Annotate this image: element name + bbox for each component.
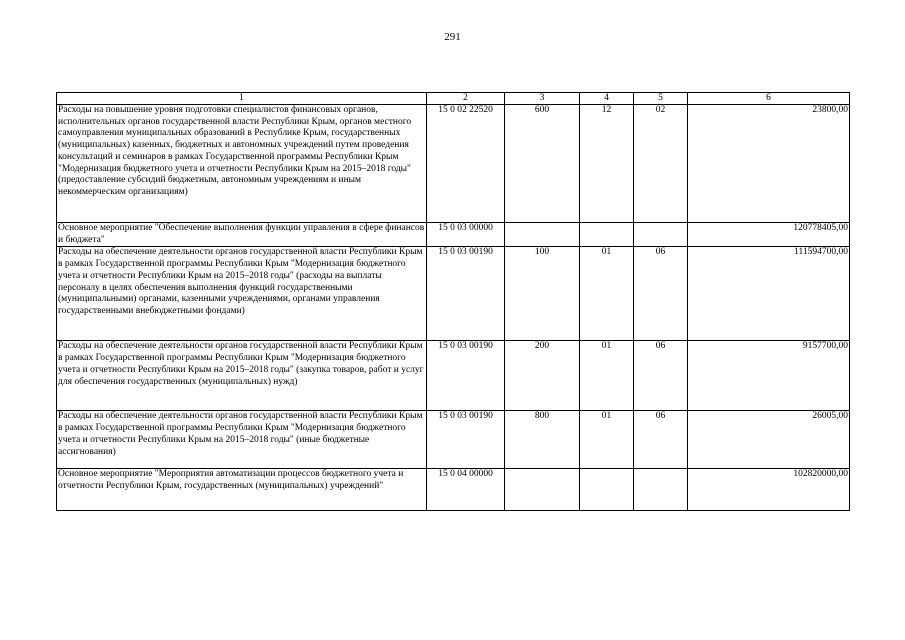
row-subsection: 06 [634, 341, 688, 411]
row-section: 12 [580, 105, 634, 223]
row-code: 15 0 03 00190 [427, 411, 505, 469]
column-header: 2 [427, 93, 505, 105]
row-expense-type: 200 [505, 341, 580, 411]
row-amount: 111594700,00 [688, 247, 850, 341]
table-row [57, 341, 850, 411]
page-number: 291 [444, 31, 461, 43]
row-description: Расходы на обеспечение деятельности органов государственной власти Республики Крым в рамках Государственной программы Республики Крым "Модернизация бюджетного учета и отчетности Республики Крым на 2015–2018 годы" (закупка товаров, работ и услуг для обеспечения государственных (муниципальных) нужд) [57, 341, 427, 411]
table-header-row [57, 93, 850, 105]
row-amount: 120778405,00 [688, 223, 850, 247]
row-description: Расходы на обеспечение деятельности органов государственной власти Республики Крым в рамках Государственной программы Республики Крым "Модернизация бюджетного учета и отчетности Республики Крым на 2015–2018 годы" (расходы на выплаты персоналу в целях обеспечения выполнения функций государственными (муниципальными) органами, казенными учреждениями, органами управления государственными внебюджетными фондами) [57, 247, 427, 341]
row-section: 01 [580, 247, 634, 341]
row-description: Расходы на повышение уровня подготовки специалистов финансовых органов, исполнительных органов государственной власти Республики Крым, органов местного самоуправления муниципальных образований в Республике Крым, государственных (муниципальных) казенных, бюджетных и автономных учреждений путем проведения консультаций и семинаров в рамках Государственной программы Республики Крым "Модернизация бюджетного учета и отчетности Республики Крым на 2015–2018 годы" (предоставление субсидий бюджетным, автономным учреждениям и иным некоммерческим организациям) [57, 105, 427, 223]
row-subsection [634, 469, 688, 511]
row-expense-type: 100 [505, 247, 580, 341]
row-section [580, 223, 634, 247]
table-row [57, 105, 850, 223]
column-header: 4 [580, 93, 634, 105]
row-description: Основное мероприятие "Обеспечение выполнения функции управления в сфере финансов и бюджета" [57, 223, 427, 247]
row-expense-type [505, 469, 580, 511]
row-description: Основное мероприятие "Мероприятия автоматизации процессов бюджетного учета и отчетности Республики Крым, государственных (муниципальных) учреждений" [57, 469, 427, 511]
row-expense-type [505, 223, 580, 247]
table-row [57, 411, 850, 469]
row-description: Расходы на обеспечение деятельности органов государственной власти Республики Крым в рамках Государственной программы Республики Крым "Модернизация бюджетного учета и отчетности Республики Крым на 2015–2018 годы" (иные бюджетные ассигнования) [57, 411, 427, 469]
row-subsection: 06 [634, 411, 688, 469]
row-amount: 102820000,00 [688, 469, 850, 511]
table-row [57, 247, 850, 341]
row-subsection: 02 [634, 105, 688, 223]
table-row [57, 469, 850, 511]
row-amount: 26005,00 [688, 411, 850, 469]
row-subsection: 06 [634, 247, 688, 341]
column-header: 5 [634, 93, 688, 105]
table-row [57, 223, 850, 247]
row-section: 01 [580, 341, 634, 411]
row-code: 15 0 03 00000 [427, 223, 505, 247]
row-section: 01 [580, 411, 634, 469]
row-code: 15 0 02 22520 [427, 105, 505, 223]
row-code: 15 0 03 00190 [427, 341, 505, 411]
column-header: 1 [57, 93, 427, 105]
row-amount: 23800,00 [688, 105, 850, 223]
row-expense-type: 800 [505, 411, 580, 469]
row-code: 15 0 04 00000 [427, 469, 505, 511]
row-section [580, 469, 634, 511]
budget-table [56, 92, 850, 511]
row-subsection [634, 223, 688, 247]
row-code: 15 0 03 00190 [427, 247, 505, 341]
column-header: 6 [688, 93, 850, 105]
row-amount: 9157700,00 [688, 341, 850, 411]
column-header: 3 [505, 93, 580, 105]
row-expense-type: 600 [505, 105, 580, 223]
